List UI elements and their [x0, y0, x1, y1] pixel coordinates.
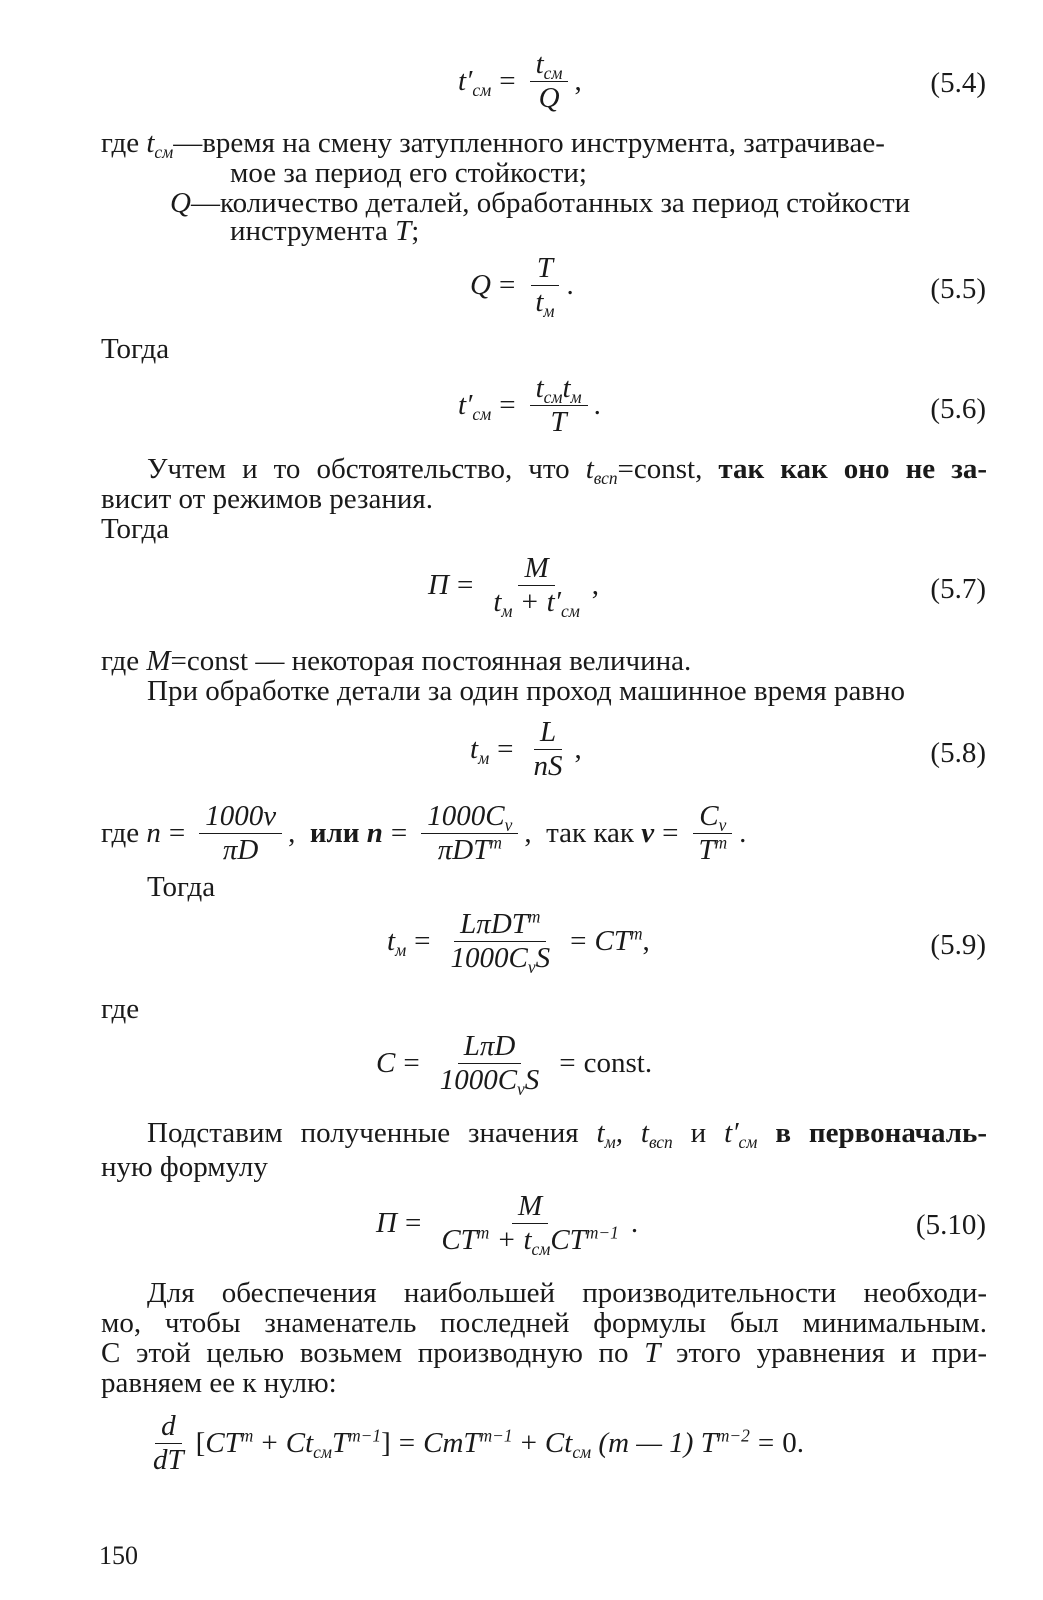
paragraph-line: Для обеспечения наибольшей производительности необходи- — [147, 1277, 987, 1309]
equation-number: (5.8) — [930, 737, 986, 769]
paragraph-line: Учтем и то обстоятельство, что $t_{всп}=const$, так как оно не за- — [147, 453, 988, 489]
definition-tsm-cont: мое за период его стойкости; — [230, 157, 587, 189]
equation-number: (5.10) — [915, 1209, 986, 1241]
equation-5-8: $t_м$ = $\frac{L}{nS}$ , — [470, 716, 582, 783]
where-label: где — [101, 993, 140, 1025]
equation-5-4: $t'_{см}$ = $\frac{t_{см}}{Q}$ , — [458, 48, 582, 115]
equation-C-const: C = $\frac{\text{LπD}}{1000C_vS}$ = const . — [376, 1030, 653, 1100]
then-label: Тогда — [101, 333, 170, 365]
paragraph-line: Подставим полученные значения $t_м$, $t_{всп}$ и $t'_{см}$ в первоначаль- — [147, 1117, 988, 1153]
equation-derivative: $\frac{d}{dT}$ [ $CT^m$ + $Ct_{см}T^{m-1}$ ] = CmT$^{m-1}$ + $Ct_{см}$ (m — 1) $T^{m-2}$ = 0 . — [153, 1410, 804, 1477]
definition-tsm: где $t_{см}—время$ на смену затупленного инструмента, затрачивае- — [101, 127, 885, 163]
paragraph-line: равняем ее к нулю: — [101, 1367, 337, 1399]
paragraph-line: мо, чтобы знаменатель последней формулы был минимальным. — [101, 1307, 987, 1339]
then-label: Тогда — [101, 513, 170, 545]
paragraph-line: где M=const — некоторая постоянная величина. — [101, 645, 692, 677]
equation-number: (5.6) — [930, 393, 986, 425]
equation-5-6: $t'_{см}$ = $\frac{t_{см}t_м}{T}$ . — [458, 372, 601, 439]
paragraph-line: висит от режимов резания. — [101, 483, 433, 515]
equation-5-9: $t_м$ = $\frac{L\pi DT^m}{1000C_vS}$ = $CT^m$ , — [387, 906, 650, 978]
equation-5-10: П = $\frac{M}{CT^m + t_{см}CT^{m-1}}$ . — [376, 1190, 639, 1260]
paragraph-line: При обработке детали за один проход машинное время равно — [147, 675, 906, 707]
then-label: Тогда — [147, 871, 216, 903]
paragraph-line: С этой целью возьмем производную по T этого уравнения и при- — [101, 1337, 988, 1369]
equation-5-5: Q = $\frac{T}{t_м}$ . — [470, 252, 574, 322]
definition-Q-cont: инструмента T; — [230, 215, 420, 247]
equation-number: (5.9) — [930, 929, 986, 961]
equation-number: (5.7) — [930, 573, 986, 605]
paragraph-line: ную формулу — [101, 1151, 268, 1183]
definition-Q: Q—количество деталей, обработанных за период стойкости — [170, 187, 911, 219]
equation-number: (5.4) — [930, 67, 986, 99]
equation-n-definitions: где n = $\frac{1000v}{\pi D}$ , или n = $\frac{1000C_v}{\pi DT^m}$ , так как v = $\frac{C_v}{T^m}$ . — [101, 800, 747, 867]
equation-5-7: П = $\frac{M}{t_м + t'_{см}}$ , — [428, 552, 600, 622]
equation-number: (5.5) — [930, 273, 986, 305]
page-number: 150 — [99, 1541, 138, 1570]
